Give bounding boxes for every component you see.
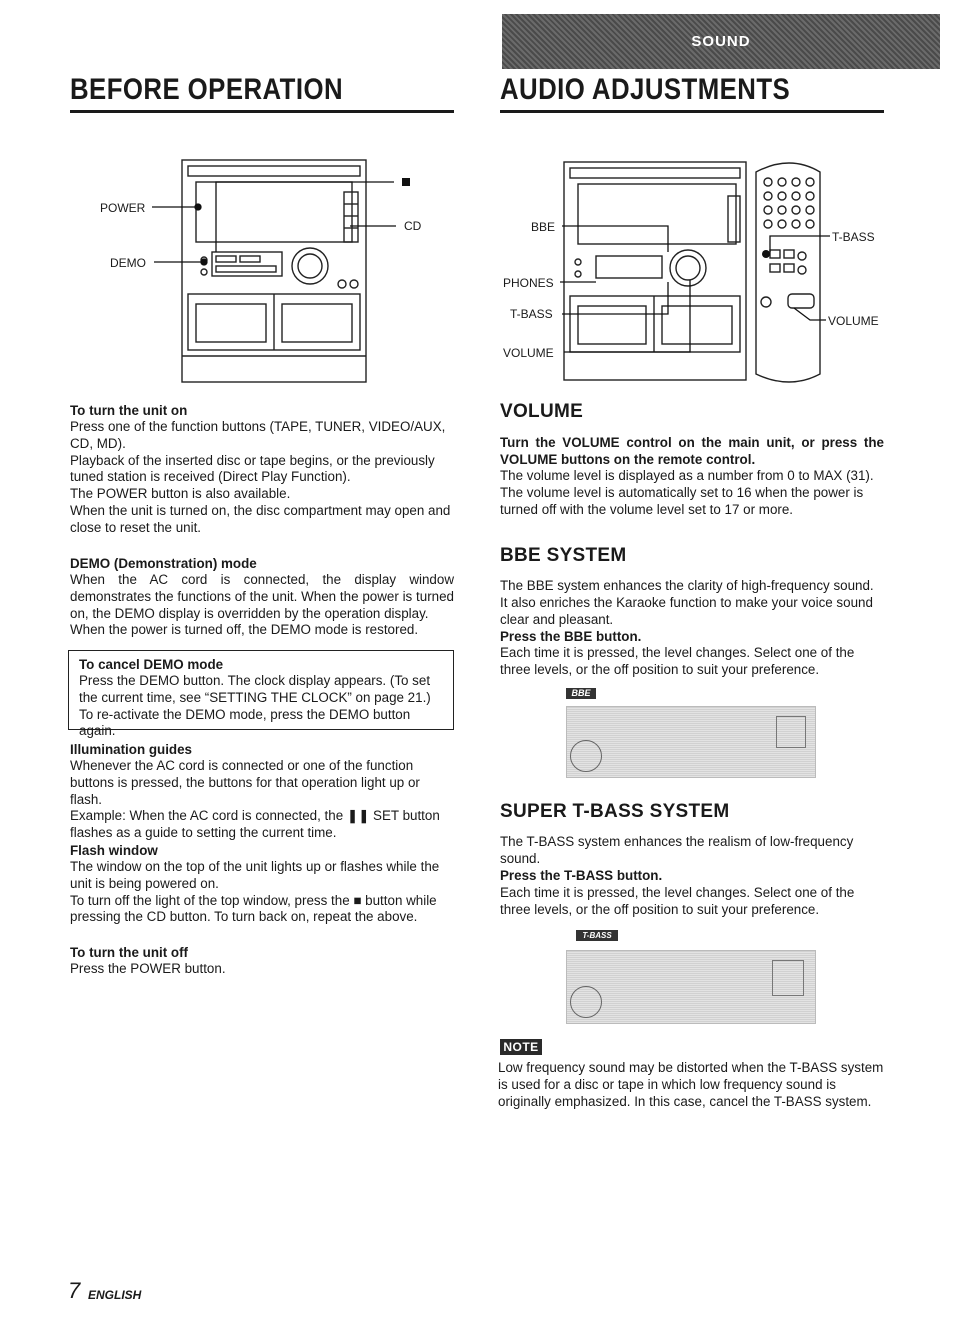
title-rule-left [70,110,454,113]
stereo-unit-illustration [96,152,436,384]
illumination-body [70,758,454,842]
volume-p1: The volume level is displayed as a number from 0 to MAX (31). [500,468,874,483]
tbass-display-illustration [566,930,816,1024]
page-title-before-operation: BEFORE OPERATION [70,73,344,106]
tbass-display-tag: T-BASS [576,930,618,941]
sound-banner-label: SOUND [691,33,751,50]
demo-mode-p1: When the AC cord is connected, the display window demonstrates the functions of the unit. When the power is turned on, the DEMO display is overridden by the operation display. [70,572,454,621]
cd-label: CD [404,219,422,233]
bbe-label: BBE [531,220,556,234]
illumination-p2: Example: When the AC cord is connected, the ❚❚ SET button flashes as a guide to setting the current time. [70,808,440,841]
power-label: POWER [100,201,146,215]
bbe-instruction: Press the BBE button. [500,629,642,644]
volume-body [500,468,884,518]
tbass-p2: Each time it is pressed, the level changes. Select one of the three levels, or the off position to suit your preference. [500,885,855,917]
turn-on-p1: Press one of the function buttons (TAPE, TUNER, VIDEO/AUX, CD, MD). [70,419,446,451]
phones-label: PHONES [503,276,554,290]
audio-controls-figure [498,152,888,388]
turn-on-p3: The POWER button is also available. [70,486,291,502]
flash-window-heading: Flash window [70,843,158,858]
volume-heading: VOLUME [500,401,584,422]
stereo-unit-figure [96,152,436,384]
turn-on-p4: When the unit is turned on, the disc compartment may open and close to reset the unit. [70,502,451,535]
cancel-demo-p2: To re-activate the DEMO mode, press the DEMO button again. [79,706,411,739]
tbass-display-window [772,960,804,996]
tbass-instruction: Press the T-BASS button. [500,868,663,883]
demo-mode-p2: When the power is turned off, the DEMO mode is restored. [70,622,419,638]
tbass-heading: SUPER T-BASS SYSTEM [500,801,730,822]
cancel-demo-body [79,673,445,740]
volume-label-unit: VOLUME [503,346,554,360]
turn-on-p2: Playback of the inserted disc or tape begins, or the previously tuned station is received (Direct Play Function). [70,452,435,485]
bbe-p2: Each time it is pressed, the level changes. Select one of the three levels, or the off position to suit your preference. [500,645,855,677]
flash-window-p2: To turn off the light of the top window, press the ■ button while pressing the CD button. To turn back on, repeat the above. [70,892,437,925]
volume-instruction: Turn the VOLUME control on the main unit, or press the VOLUME buttons on the remote control. [500,435,884,467]
note-badge: NOTE [500,1039,542,1055]
disc-icon [570,986,602,1018]
bbe-display-window [776,716,806,748]
turn-off-p1: Press the POWER button. [70,961,226,976]
tbass-label-remote: T-BASS [832,230,875,244]
bbe-heading: BBE SYSTEM [500,545,627,566]
turn-off-heading: To turn the unit off [70,945,188,960]
bbe-display-tag: BBE [566,688,596,699]
demo-mode-body [70,572,454,639]
cancel-demo-p1: Press the DEMO button. The clock display appears. (To set the current time, see “SETTING THE CLOCK” on page 21.) [79,673,431,705]
turn-on-heading: To turn the unit on [70,403,188,418]
sound-banner [502,14,940,69]
flash-window-p1: The window on the top of the unit lights up or flashes while the unit is being powered on. [70,859,440,891]
tbass-label-unit: T-BASS [510,307,553,321]
bbe-display-illustration [566,688,816,778]
demo-mode-heading: DEMO (Demonstration) mode [70,556,257,571]
turn-on-body [70,419,454,537]
audio-controls-illustration [498,152,888,388]
flash-window-body [70,859,454,926]
title-rule-right [500,110,884,113]
tbass-p1: The T-BASS system enhances the realism of low-frequency sound. [500,834,854,866]
note-text: Low frequency sound may be distorted when the T-BASS system is used for a disc or tape in which low frequency sound is originally emphasized. In this case, cancel the T-BASS system. [498,1060,884,1109]
cancel-demo-heading: To cancel DEMO mode [79,657,224,672]
cancel-demo-box [68,650,454,739]
illumination-p1: Whenever the AC cord is connected or one of the function buttons is pressed, the buttons for that operation light up or flash. [70,758,420,807]
bbe-p1: The BBE system enhances the clarity of high-frequency sound. It also enriches the Karaoke function to make your voice sound clear and pleasant. [500,578,874,627]
volume-p2: The volume level is automatically set to 16 when the power is turned off with the volume level set to 17 or more. [500,484,864,517]
disc-icon [570,740,602,772]
page-number: 7 [68,1278,81,1303]
illumination-heading: Illumination guides [70,742,193,757]
demo-label: DEMO [110,256,146,270]
footer-language: ENGLISH [88,1288,142,1302]
page-title-audio-adjustments: AUDIO ADJUSTMENTS [500,73,791,106]
volume-label-remote: VOLUME [828,314,879,328]
